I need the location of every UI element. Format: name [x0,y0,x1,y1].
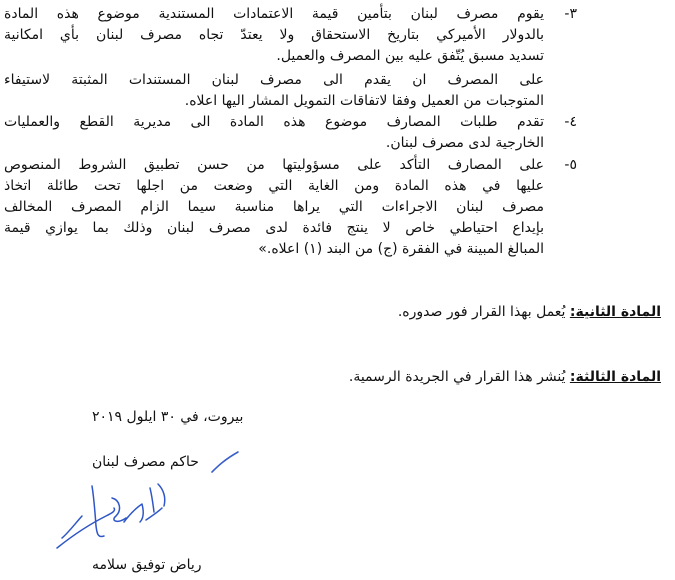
paragraph-line: بالدولار الأميركي بتاريخ الاستحقاق ولا يعتدّ تجاه مصرف لبنان بأي امكانية [4,27,544,43]
paragraph-line: يقوم مصرف لبنان بتأمين قيمة الاعتمادات المستندية موضوع هذه المادة [4,6,544,22]
item-number: -٤ [564,114,577,130]
signatory-name: رياض توفيق سلامه [92,557,202,573]
article-2 [398,304,661,320]
paragraph-line: مصرف لبنان الاجراءات التي يراها مناسبة سيما الزام المصرف المخالف [4,199,544,215]
paragraph-line: عليها في هذه المادة ومن الغاية التي وضعت من اجلها تحت طائلة اتخاذ [4,178,544,194]
place-date: بيروت، في ٣٠ ايلول ٢٠١٩ [92,409,244,425]
item-number: -٣ [564,6,577,22]
signature-icon [52,478,192,553]
paragraph-line: الخارجية لدى مصرف لبنان. [385,135,544,151]
article-2-text: يُعمل بهذا القرار فور صدوره. [397,304,566,320]
paragraph-line: على المصرف ان يقدم الى مصرف لبنان المستندات المثبتة لاستيفاء [4,72,544,88]
item-number: -٥ [564,157,577,173]
paragraph-line: على المصارف التأكد على مسؤوليتها من حسن تطبيق الشروط المنصوص [4,157,544,173]
article-3-text: يُنشر هذا القرار في الجريدة الرسمية. [348,369,566,385]
article-3 [349,369,661,385]
paragraph-line: بإيداع احتياطي خاص لا ينتج فائدة لدى مصرف لبنان وذلك بما يوازي قيمة [4,220,544,236]
article-3-label: المادة الثالثة: [569,369,661,385]
paragraph-line: المتوجبات من العميل وفقا لاتفاقات التمويل المشار اليها اعلاه. [184,93,544,109]
article-2-label: المادة الثانية: [569,304,661,320]
pen-mark-icon [210,450,240,476]
paragraph-line: تقدم طلبات المصارف موضوع هذه المادة الى مديرية القطع والعمليات [4,114,544,130]
paragraph-line: تسديد مسبق يُتّفق عليه بين المصرف والعميل. [276,48,544,64]
paragraph-line: المبالغ المبينة في الفقرة (ج) من البند (١) اعلاه.» [258,241,544,257]
signatory-title: حاكم مصرف لبنان [92,454,199,470]
